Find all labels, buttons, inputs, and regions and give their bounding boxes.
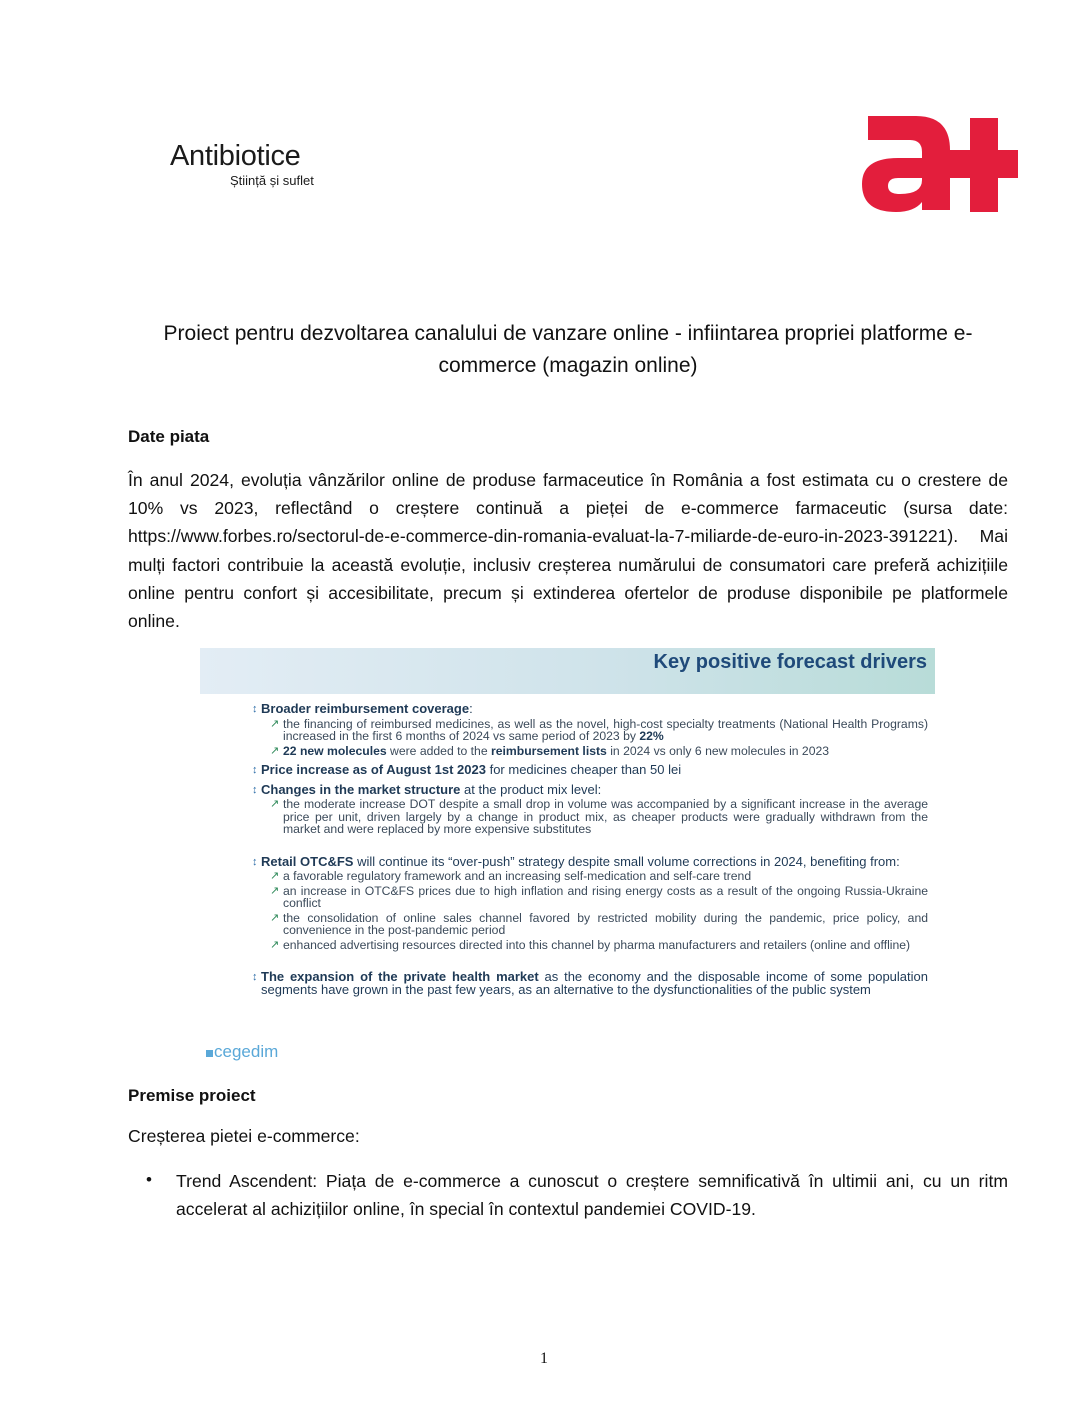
bullet-bold: The expansion of the private health market bbox=[261, 969, 539, 984]
subbullet-text: the financing of reimbursed medicines, as well as the novel, high-cost specialty treatments (National Health Programs) increased in the first 6 months of 2024 vs same period of 2023 by bbox=[283, 716, 928, 743]
slide-bullet bbox=[252, 853, 928, 869]
market-data-paragraph: În anul 2024, evoluția vânzărilor online de produse farmaceutice în România a fost estimata cu o crestere de 10% vs 2023, reflectând o creștere continuă a pieței de e-commerce farmaceutic (sursa date: https://www.forbes.ro/sectorul-de-e-commerce-din-romania-evaluat-la-7-miliarde-de-euro-in-2023-391221). Mai mulți factori contribuie la această evoluție, inclusiv creșterea numărului de consumatori care preferă achizițiile online pentru confort și accesibilitate, precum și extinderea ofertelor de produse disponibile pe platformele online. bbox=[128, 470, 1008, 632]
a-plus-logo bbox=[858, 110, 1020, 216]
bullet-text: for medicines cheaper than 50 lei bbox=[485, 762, 682, 777]
sub-arrow-icon: ↗ bbox=[270, 938, 280, 951]
subbullet-bold: reimbursement lists bbox=[491, 743, 607, 758]
bullet-bold: Retail OTC&FS bbox=[261, 853, 354, 869]
bullet-arrow-icon: ↕ bbox=[252, 783, 258, 796]
bullet-dot-icon: • bbox=[146, 1170, 152, 1189]
sub-arrow-icon: ↗ bbox=[270, 717, 280, 730]
cegedim-logo bbox=[206, 1042, 278, 1062]
subbullet-text: enhanced advertising resources directed into this channel by pharma manufacturers and retailers (online and offline) bbox=[283, 937, 911, 952]
sub-arrow-icon: ↗ bbox=[270, 884, 280, 897]
page-number: 1 bbox=[540, 1350, 548, 1367]
subbullet-text: in 2024 vs only 6 new molecules in 2023 bbox=[606, 743, 830, 758]
a-plus-logo-icon bbox=[858, 110, 1020, 216]
bullet-bold: Changes in the market structure bbox=[261, 781, 461, 797]
bullet-text: : bbox=[469, 701, 473, 716]
slide-bullet bbox=[252, 971, 928, 996]
slide-bullet bbox=[252, 764, 928, 777]
bullet-text: will continue its “over-push” strategy despite small volume corrections in 2024, benefiting from: bbox=[353, 853, 900, 869]
slide-bullet bbox=[252, 703, 928, 716]
section-intro: Creșterea pietei e-commerce: bbox=[128, 1126, 360, 1146]
subbullet-text: an increase in OTC&FS prices due to high inflation and rising energy costs as a result of the ongoing Russia-Ukraine conflict bbox=[283, 883, 928, 910]
bullet-arrow-icon: ↕ bbox=[252, 764, 258, 776]
sub-arrow-icon: ↗ bbox=[270, 744, 280, 757]
brand-name: Antibiotice bbox=[170, 140, 301, 172]
bullet-arrow-icon: ↕ bbox=[252, 971, 258, 983]
slide-body bbox=[252, 696, 928, 996]
bullet-arrow-icon: ↕ bbox=[252, 855, 258, 868]
slide-title: Key positive forecast drivers bbox=[653, 651, 927, 673]
slide-subbullet bbox=[252, 718, 928, 743]
sub-arrow-icon: ↗ bbox=[270, 911, 280, 924]
forecast-drivers-slide bbox=[200, 648, 935, 1062]
antibiotice-logo bbox=[170, 142, 314, 188]
slide-subbullet bbox=[252, 885, 928, 910]
subbullet-text: a favorable regulatory framework and an increasing self-medication and self-care trend bbox=[283, 869, 752, 883]
cegedim-logo-icon bbox=[206, 1050, 213, 1057]
slide-subbullet bbox=[252, 798, 928, 836]
bullet-text: at the product mix level: bbox=[460, 781, 602, 797]
bullet-bold: Broader reimbursement coverage bbox=[261, 701, 470, 716]
section-heading-date-piata: Date piata bbox=[128, 427, 210, 446]
bullet-bold: Price increase as of August 1st 2023 bbox=[261, 762, 486, 777]
subbullet-bold: 22% bbox=[639, 729, 664, 743]
subbullet-text: the consolidation of online sales channel favored by restricted mobility during the pandemic, price policy, and convenience in the post-pandemic period bbox=[283, 910, 928, 937]
document-title: Proiect pentru dezvoltarea canalului de vanzare online - infiintarea propriei platforme e-commerce (magazin online) bbox=[163, 322, 973, 377]
brand-tagline: Știință și suflet bbox=[230, 173, 314, 188]
bullet-text: as the economy and the disposable income of some population segments have grown in the past few years, as an alternative to the dysfunctionalities of the public system bbox=[261, 969, 928, 997]
bullet-item: Trend Ascendent: Piața de e-commerce a cunoscut o creștere semnificativă în ultimii ani, cu un ritm accelerat al achizițiilor online, în special în contextul pandemiei COVID-19. bbox=[176, 1171, 1008, 1220]
slide-subbullet bbox=[252, 939, 928, 952]
slide-subbullet bbox=[252, 745, 928, 758]
sub-arrow-icon: ↗ bbox=[270, 798, 280, 810]
section-heading-premise: Premise proiect bbox=[128, 1086, 256, 1105]
subbullet-text: the moderate increase DOT despite a small drop in volume was accompanied by a significant increase in the average price per unit, driven largely by a change in product mix, as cheaper products were gradually withdrawn from the market and were replaced by more expensive substitutes bbox=[283, 797, 928, 836]
slide-subbullet bbox=[252, 870, 928, 883]
subbullet-bold: 22 new molecules bbox=[283, 743, 387, 758]
slide-subbullet bbox=[252, 912, 928, 937]
bullet-arrow-icon: ↕ bbox=[252, 703, 258, 715]
sub-arrow-icon: ↗ bbox=[270, 870, 280, 882]
slide-header bbox=[200, 648, 935, 694]
subbullet-text: were added to the bbox=[386, 743, 491, 758]
slide-bullet bbox=[252, 781, 928, 797]
cegedim-logo-text: cegedim bbox=[214, 1042, 279, 1061]
